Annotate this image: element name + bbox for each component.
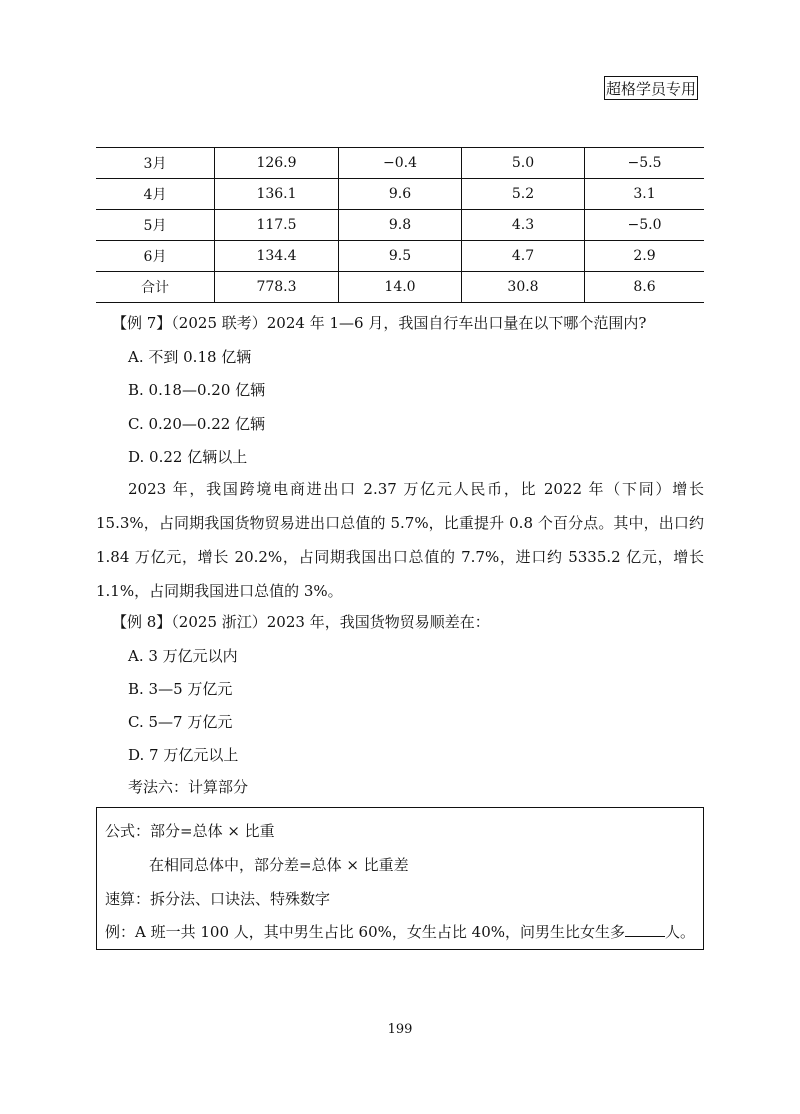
table-cell: 4.3: [462, 210, 585, 241]
table-cell: 30.8: [462, 272, 585, 303]
formula-box: [96, 807, 704, 950]
example7-option-d: D. 0.22 亿辆以上: [128, 448, 248, 466]
table-cell: 126.9: [215, 148, 339, 179]
example-text-end: 人。: [665, 923, 696, 941]
table-row: [96, 210, 704, 241]
example7-option-c: C. 0.20—0.22 亿辆: [128, 415, 266, 433]
method-heading: 考法六：计算部分: [128, 778, 249, 796]
page-number: 199: [387, 1022, 413, 1037]
table-cell: 8.6: [585, 272, 705, 303]
table-cell: 4月: [96, 179, 215, 210]
table-cell: 5月: [96, 210, 215, 241]
example8-option-b: B. 3—5 万亿元: [128, 680, 233, 698]
example8-option-d: D. 7 万亿元以上: [128, 746, 239, 764]
table-cell: 3.1: [585, 179, 705, 210]
table-row: [96, 148, 704, 179]
table-cell: 4.7: [462, 241, 585, 272]
table-cell: 合计: [96, 272, 215, 303]
table-cell: 9.6: [339, 179, 462, 210]
answer-blank: [625, 922, 665, 937]
table-cell: −5.0: [585, 210, 705, 241]
table-cell: 6月: [96, 241, 215, 272]
table-row: [96, 241, 704, 272]
data-table: [96, 147, 704, 303]
example8-question: 【例 8】（2025 浙江）2023 年，我国货物贸易顺差在：: [112, 613, 490, 631]
example7-option-a: A. 不到 0.18 亿辆: [128, 348, 252, 366]
table-cell: 3月: [96, 148, 215, 179]
table-cell: 5.2: [462, 179, 585, 210]
table-cell: 134.4: [215, 241, 339, 272]
table-cell: 2.9: [585, 241, 705, 272]
formula-line: 公式：部分=总体 × 比重: [105, 822, 275, 840]
table-cell: −0.4: [339, 148, 462, 179]
example8-option-c: C. 5—7 万亿元: [128, 713, 233, 731]
table-cell: 778.3: [215, 272, 339, 303]
quick-calc-line: 速算：拆分法、口诀法、特殊数字: [105, 890, 331, 908]
table-row: [96, 179, 704, 210]
table-cell: 14.0: [339, 272, 462, 303]
table-cell: −5.5: [585, 148, 705, 179]
table-row-total: [96, 272, 704, 303]
example-line: [105, 921, 695, 942]
table-cell: 117.5: [215, 210, 339, 241]
restricted-use-stamp: 超格学员专用: [604, 76, 698, 100]
example7-question: 【例 7】（2025 联考）2024 年 1—6 月，我国自行车出口量在以下哪个范围内?: [112, 314, 647, 332]
table-cell: 9.5: [339, 241, 462, 272]
example-text: 例：A 班一共 100 人，其中男生占比 60%，女生占比 40%，问男生比女生多: [105, 923, 625, 941]
table-cell: 136.1: [215, 179, 339, 210]
passage-paragraph: 2023 年，我国跨境电商进出口 2.37 万亿元人民币，比 2022 年（下同）增长 15.3%，占同期我国货物贸易进出口总值的 5.7%，比重提升 0.8 个百分点。其中，出口约 1.84 万亿元，增长 20.2%，占同期我国出口总值的 7.7%，进口约 5335.2 亿元，增长 1.1%，占同期我国进口总值的 3%。: [96, 480, 704, 600]
example7-option-b: B. 0.18—0.20 亿辆: [128, 381, 266, 399]
formula-line-diff: 在相同总体中，部分差=总体 × 比重差: [149, 856, 409, 874]
table-cell: 5.0: [462, 148, 585, 179]
example8-option-a: A. 3 万亿元以内: [128, 647, 238, 665]
table-cell: 9.8: [339, 210, 462, 241]
